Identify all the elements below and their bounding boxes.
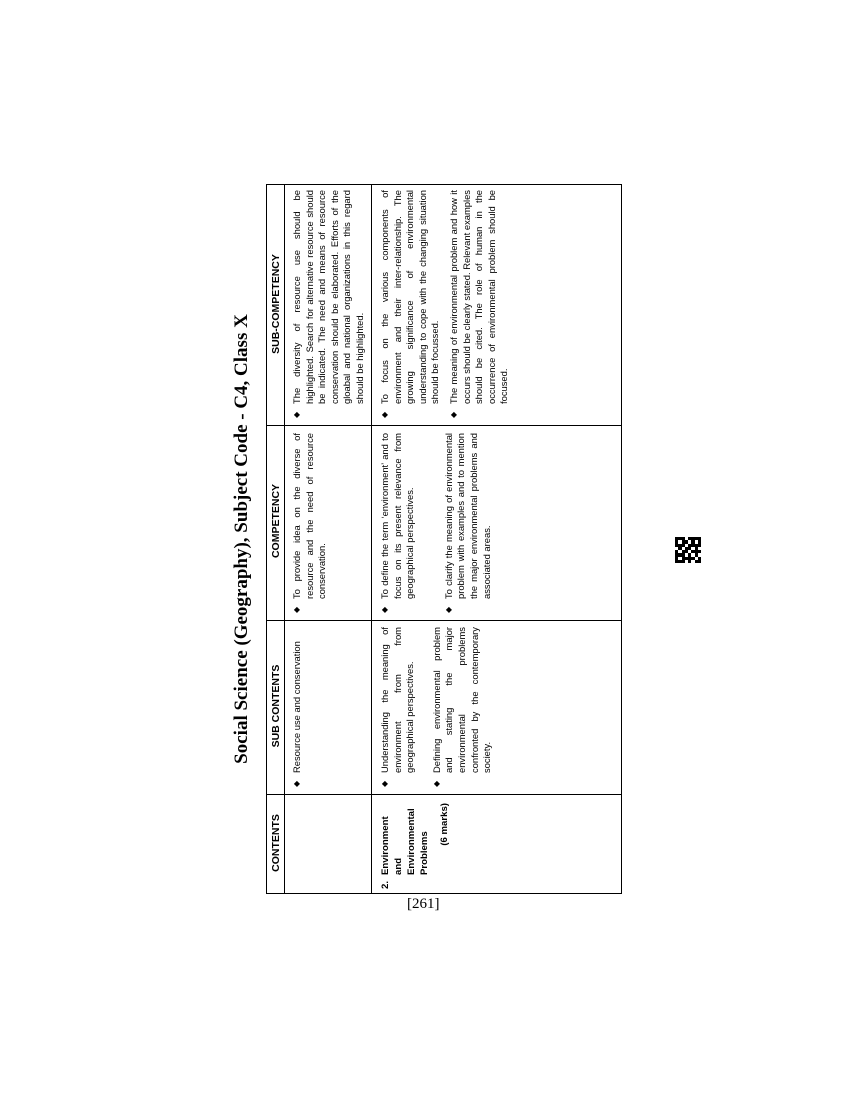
bullet-icon: ◆ [292, 780, 301, 787]
content-number: 2. [380, 880, 391, 889]
bullet-icon: ◆ [292, 411, 301, 418]
bullet-icon: ◆ [443, 606, 453, 613]
header-competency: COMPETENCY [267, 423, 285, 619]
content-title: Environment and Environmental Problems [380, 808, 430, 875]
page-number: [261] [407, 896, 440, 912]
row1-sub-competency [291, 190, 373, 418]
list-item: ◆ Defining environmental problem and stating the major environmental problems confronted by the contemporary society. [430, 627, 493, 787]
content-marks: (6 marks) [439, 803, 450, 846]
list-item: ◆ To focus on the various components of environment and their inter-relationship. The growing significance of environmental understanding to cope with the changing situation should be focussed. [379, 190, 441, 418]
bullet-icon: ◆ [380, 606, 389, 613]
row1-competency [291, 433, 335, 613]
bullet-icon: ◆ [431, 780, 441, 787]
header-contents: CONTENTS [267, 793, 285, 893]
qr-code-icon [675, 537, 701, 563]
header-sub-competency: SUB-COMPETENCY [267, 185, 285, 423]
column-divider [267, 425, 621, 426]
list-item: ◆ The diversity of resource use should be highlighted. Search for alternative resource should be indicated. The need and means of resource conservation should be elaborated. Efforts of the gloabal and national organizations in this regard should be highlighted. [291, 190, 365, 418]
row2-sub-contents [379, 627, 500, 787]
row1-sub-contents [291, 627, 310, 787]
rotated-page-content [219, 184, 622, 894]
column-divider [267, 620, 621, 621]
header-sub-contents: SUB CONTENTS [267, 619, 285, 793]
list-item: ◆ To clarify the meaning of environmental problem with examples and to mention the major environmental problems and associated areas. [442, 433, 492, 613]
bullet-icon: ◆ [380, 780, 389, 787]
row2-contents [379, 801, 452, 889]
page-title: Social Science (Geography), Subject Code - C4, Class X [231, 314, 252, 764]
column-divider [267, 794, 621, 795]
list-item: ◆ To define the term ‘environment’ and to focus on its present relevance from geographical perspectives. [379, 433, 416, 613]
bullet-icon: ◆ [448, 411, 458, 418]
list-item: ◆ The meaning of environmental problem and how it occurs should be clearly stated. Relevant examples should be cited. The role of human in the occurrence of environmental problem should be focused. [447, 190, 510, 418]
row2-sub-competency [379, 190, 517, 418]
list-item: ◆ To provide idea on the diverse of resource and the need of resource conservation. [291, 433, 328, 613]
list-item: ◆ Resource use and conservation [291, 641, 302, 787]
list-item: ◆ Understanding the meaning of environment from from geographical perspectives. [379, 627, 416, 787]
curriculum-table [266, 184, 622, 894]
row2-competency [379, 433, 499, 613]
bullet-icon: ◆ [292, 606, 301, 613]
bullet-icon: ◆ [380, 411, 389, 418]
